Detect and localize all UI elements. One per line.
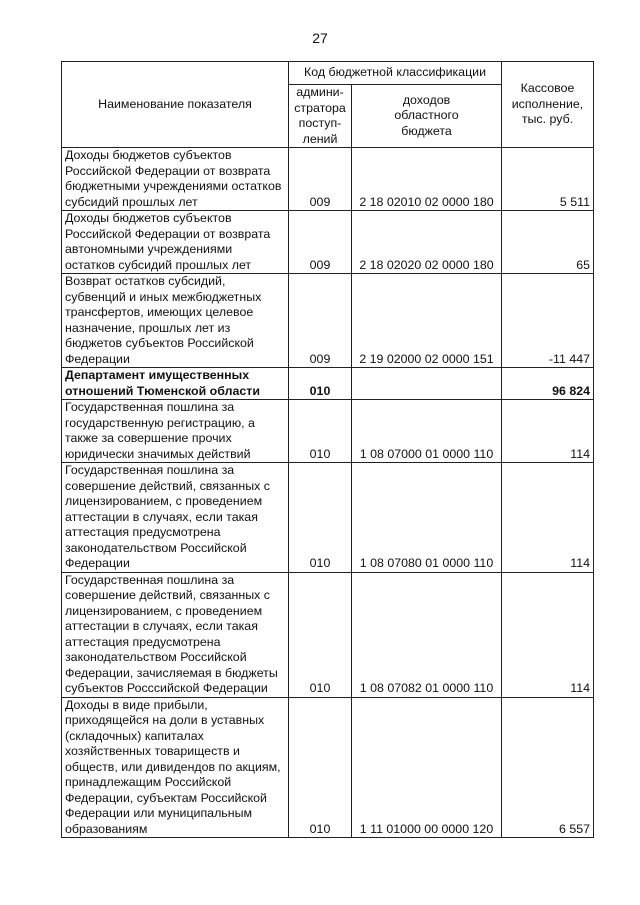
row-name-cell: Государственная пошлина за государственную регистрацию, а также за совершение прочих юридически значимых действий [62, 400, 289, 463]
row-admin-code-cell: 010 [289, 697, 352, 838]
row-admin-code-cell: 010 [289, 463, 352, 573]
row-name-cell: Возврат остатков субсидий, субвенций и иных межбюджетных трансфертов, имеющих целевое назначение, прошлых лет из бюджетов субъектов Российской Федерации [62, 274, 289, 368]
row-name-cell: Доходы в виде прибыли, приходящейся на доли в уставных (складочных) капиталах хозяйственных товариществ и обществ, или дивидендов по акциям, принадлежащим Российской Федерации, субъектам Российской Федерации или муниципальным образованиям [62, 697, 289, 838]
header-name-col: Наименование показателя [62, 62, 289, 148]
row-amount-cell: 114 [502, 572, 594, 697]
row-admin-code-cell: 009 [289, 274, 352, 368]
row-amount-cell: 6 557 [502, 697, 594, 838]
table-row [62, 463, 594, 573]
table-row [62, 274, 594, 368]
row-income-code-cell: 1 11 01000 00 0000 120 [352, 697, 502, 838]
header-admin-col: админи- стратора поступ- лений [289, 85, 352, 148]
row-name-cell: Доходы бюджетов субъектов Российской Федерации от возврата бюджетными учреждениями остатков субсидий прошлых лет [62, 148, 289, 211]
row-amount-cell: 114 [502, 400, 594, 463]
row-income-code-cell: 2 19 02000 02 0000 151 [352, 274, 502, 368]
row-income-code-cell: 1 08 07080 01 0000 110 [352, 463, 502, 573]
table-row [62, 368, 594, 400]
header-amount-col: Кассовое исполнение, тыс. руб. [502, 62, 594, 148]
row-amount-cell: -11 447 [502, 274, 594, 368]
table-body [62, 148, 594, 838]
header-code-group: Код бюджетной классификации [289, 62, 502, 85]
table-row [62, 400, 594, 463]
row-amount-cell: 5 511 [502, 148, 594, 211]
page-number: 27 [312, 30, 328, 46]
table-row [62, 572, 594, 697]
row-name-cell: Государственная пошлина за совершение действий, связанных с лицензированием, с проведением аттестации в случаях, если такая аттестация предусмотрена законодательством Российской Федерации [62, 463, 289, 573]
row-amount-cell: 65 [502, 211, 594, 274]
row-admin-code-cell: 009 [289, 148, 352, 211]
row-name-cell: Государственная пошлина за совершение действий, связанных с лицензированием, с проведением аттестации в случаях, если такая аттестация предусмотрена законодательством Российской Федерации, зачисляемая в бюджеты субъектов Росссийской Федерации [62, 572, 289, 697]
budget-table [61, 61, 594, 838]
row-admin-code-cell: 009 [289, 211, 352, 274]
row-income-code-cell [352, 368, 502, 400]
row-income-code-cell: 1 08 07000 01 0000 110 [352, 400, 502, 463]
table-row [62, 697, 594, 838]
row-admin-code-cell: 010 [289, 368, 352, 400]
header-income-col: доходов областного бюджета [352, 85, 502, 148]
row-income-code-cell: 2 18 02020 02 0000 180 [352, 211, 502, 274]
table-row [62, 148, 594, 211]
row-admin-code-cell: 010 [289, 400, 352, 463]
row-admin-code-cell: 010 [289, 572, 352, 697]
row-name-cell: Доходы бюджетов субъектов Российской Федерации от возврата автономными учреждениями остатков субсидий прошлых лет [62, 211, 289, 274]
row-income-code-cell: 2 18 02010 02 0000 180 [352, 148, 502, 211]
row-name-cell: Департамент имущественных отношений Тюменской области [62, 368, 289, 400]
row-income-code-cell: 1 08 07082 01 0000 110 [352, 572, 502, 697]
table-row [62, 211, 594, 274]
row-amount-cell: 114 [502, 463, 594, 573]
row-amount-cell: 96 824 [502, 368, 594, 400]
